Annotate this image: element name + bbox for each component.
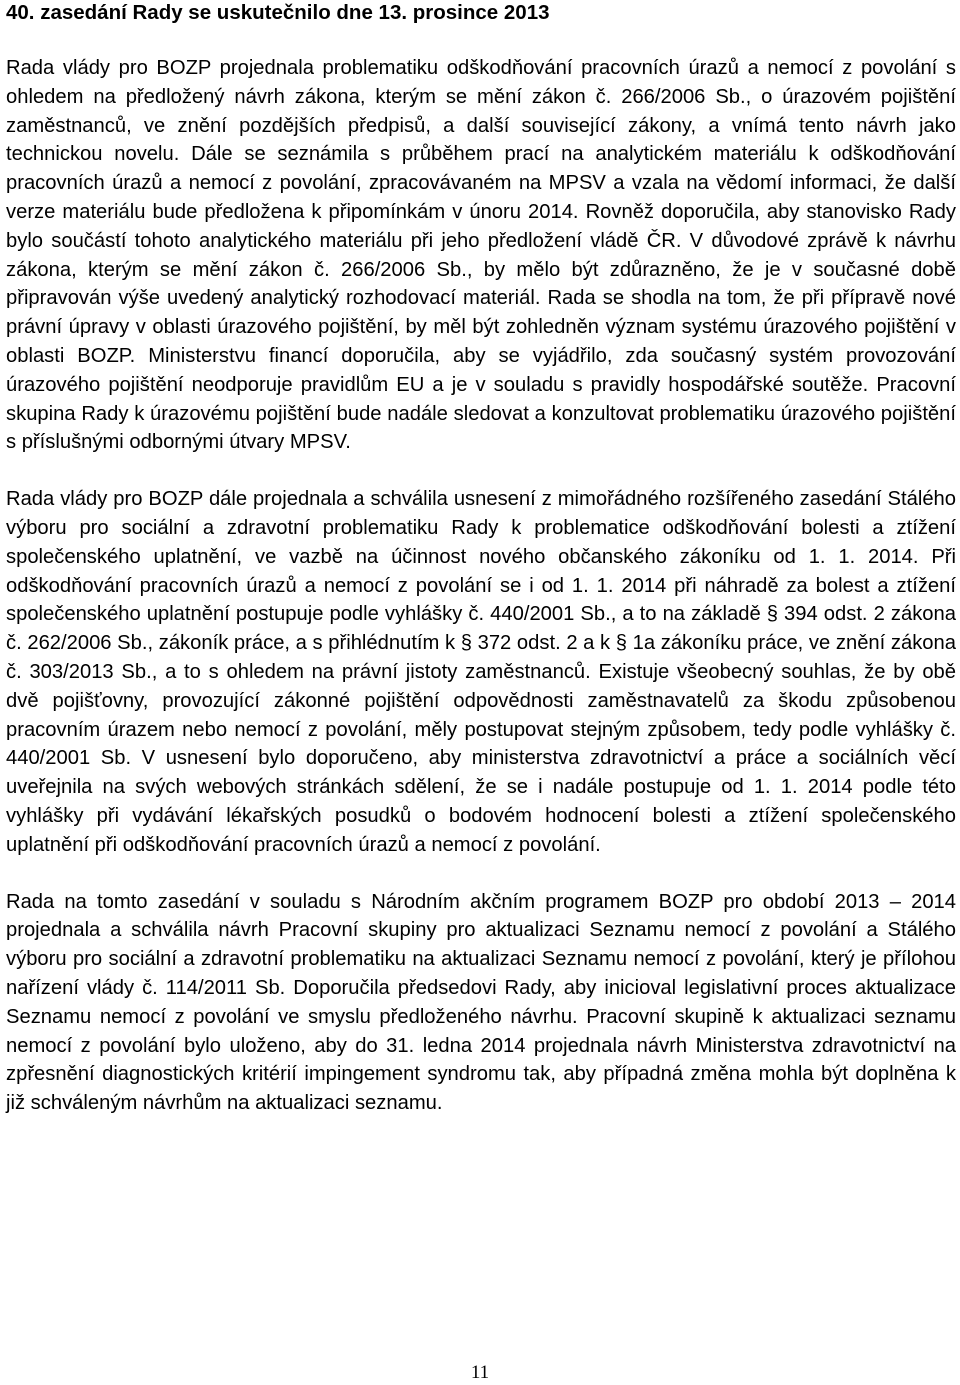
- paragraph-2: Rada vlády pro BOZP dále projednala a schválila usnesení z mimořádného rozšířeného zasedání Stálého výboru pro sociální a zdravotní problematiku Rady k problematice odškodňování bolesti a ztížení společenského uplatnění, ve vazbě na účinnost nového občanského zákoníku od 1. 1. 2014. Při odškodňování pracovních úrazů a nemocí z povolání se i od 1. 1. 2014 při náhradě za bolest a ztížení společenského uplatnění postupuje podle vyhlášky č. 440/2001 Sb., a to na základě § 394 odst. 2 zákona č. 262/2006 Sb., zákoník práce, a s přihlédnutím k § 372 odst. 2 a k § 1a zákoníku práce, ve znění zákona č. 303/2013 Sb., a to s ohledem na právní jistoty zaměstnanců. Existuje všeobecný souhlas, že by obě dvě pojišťovny, provozující zákonné pojištění odpovědnosti zaměstnavatelů za škodu způsobenou pracovním úrazem nebo nemocí z povolání, měly postupovat stejným způsobem, tedy podle vyhlášky č. 440/2001 Sb. V usnesení bylo doporučeno, aby ministerstva zdravotnictví a práce a sociálních věcí uveřejnila na svých webových stránkách sdělení, že se i nadále postupuje od 1. 1. 2014 podle této vyhlášky při vydávání lékařských posudků o bodovém hodnocení bolesti a ztížení společenského uplatnění při odškodňování pracovních úrazů a nemocí z povolání.: [6, 488, 956, 856]
- paragraph-1: Rada vlády pro BOZP projednala problematiku odškodňování pracovních úrazů a nemocí z povolání s ohledem na předložený návrh zákona, kterým se mění zákon č. 266/2006 Sb., o úrazovém pojištění zaměstnanců, ve znění pozdějších předpisů, a další související zákony, a vnímá tento návrh jako technickou novelu. Dále se seznámila s průběhem prací na analytickém materiálu k odškodňování pracovních úrazů a nemocí z povolání, zpracovávaném na MPSV a vzala na vědomí informaci, že další verze materiálu bude předložena k připomínkám v únoru 2014. Rovněž doporučila, aby stanovisko Rady bylo součástí tohoto analytického materiálu při jeho předložení vládě ČR. V důvodové zprávě k návrhu zákona, kterým se mění zákon č. 266/2006 Sb., by mělo být zdůrazněno, že je v současné době připravován výše uvedený analytický rozhodovací materiál. Rada se shodla na tom, že při přípravě nové právní úpravy v oblasti úrazového pojištění, by měl být zohledněn význam systému úrazového pojištění v oblasti BOZP. Ministerstvu financí doporučila, aby se vyjádřilo, zda současný systém provozování úrazového pojištění neodporuje pravidlům EU a je v souladu s pravidly hospodářské soutěže. Pracovní skupina Rady k úrazovému pojištění bude nadále sledovat a konzultovat problematiku úrazového pojištění s příslušnými odbornými útvary MPSV.: [6, 57, 956, 454]
- section-heading: 40. zasedání Rady se uskutečnilo dne 13. prosince 2013: [6, 1, 550, 24]
- document-page: [6, 0, 956, 1118]
- paragraph-3: Rada na tomto zasedání v souladu s Národním akčním programem BOZP pro období 2013 – 2014 projednala a schválila návrh Pracovní skupiny pro aktualizaci Seznamu nemocí z povolání a Stálého výboru pro sociální a zdravotní problematiku na aktualizaci Seznamu nemocí z povolání, který je přílohou nařízení vlády č. 114/2011 Sb. Doporučila předsedovi Rady, aby inicioval legislativní proces aktualizace Seznamu nemocí z povolání ve smyslu předloženého návrhu. Pracovní skupině k aktualizaci seznamu nemocí z povolání bylo uloženo, aby do 31. ledna 2014 projednala návrh Ministerstva zdravotnictví na zpřesnění diagnostických kritérií impingement syndromu tak, aby případná změna mohla být doplněna k již schváleným návrhům na aktualizaci seznamu.: [6, 890, 956, 1115]
- page-number: 11: [470, 1362, 490, 1383]
